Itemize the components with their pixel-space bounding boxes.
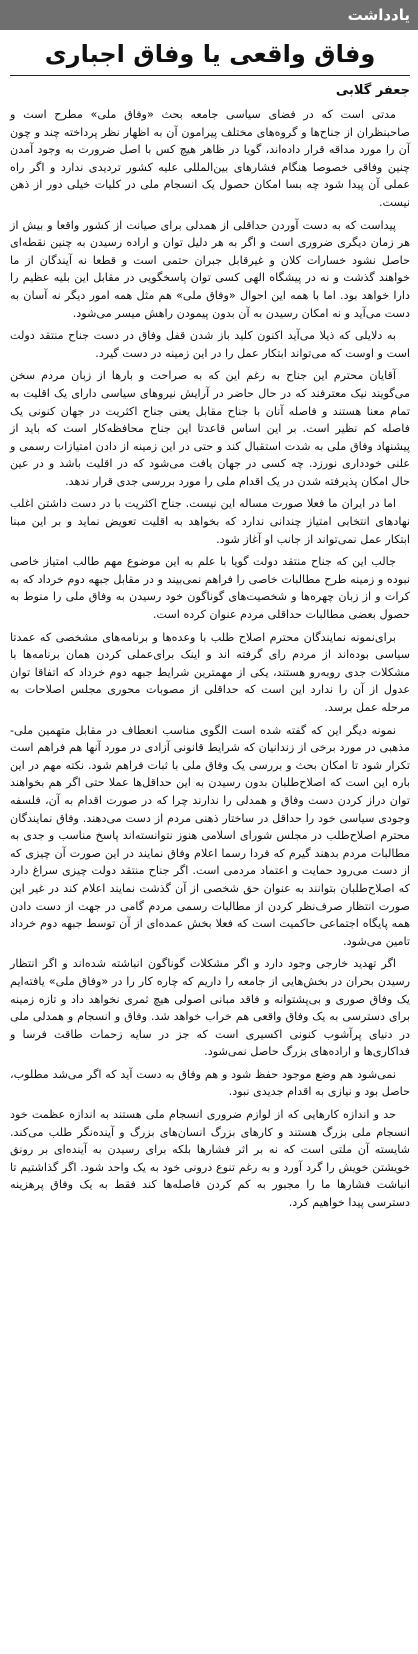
article-paragraph: آقایان محترم این جناح به رغم این که به صراحت و بارها از زبان مردم سخن می‌گویند نیک معترفند که در حال حاضر در آرایش نیروهای سیاسی دارای یک اقلیت به تمام معنا هستند و فاصله آنان با جناح مقابل یعنی جناح اکثریت در جهان کنونی یک فاصله کم نظیر است. بر این اساس قاعدتا این جناح محافظه‌کار است که باید از پیشنهاد وفاق ملی به شدت استقبال کند و حتی در این زمینه از دادن امتیازات رسمی و علنی خودداری نورزد. چه کسی در جهان یافت می‌شود که در اقلیت باشد و در عین حال امکان پذیرفته شدن در یک اقدام ملی را مورد بررسی جدی قرار ندهد. [10,369,410,488]
article-paragraph: به دلایلی که ذیلا می‌آید اکنون کلید باز شدن قفل وفاق در دست جناح منتقد دولت است و اوست که می‌تواند ابتکار عمل را در این زمینه در دست گیرد. [10,329,410,360]
article-title: وفاق واقعی یا وفاق اجباری [10,33,410,76]
article-paragraph: نمی‌شود هم وضع موجود حفظ شود و هم وفاق به دست آید که اگر می‌شد مطلوب، حاصل بود و نیازی به اقدام جدیدی نبود. [10,1067,410,1099]
section-header-bar [0,0,418,30]
article-paragraph: حد و اندازه کارهایی که از لوازم ضروری انسجام ملی هستند به اندازه عظمت خود انسجام ملی بزرگ هستند و کارهای بزرگ انسان‌های بزرگ و آینده‌نگر طلب می‌کند. شایسته آن ملتی است که نه بر اثر فشارها بلکه برای رسیدن به آینده‌ای بر رونق خویشتن خویش را گرد آورد و به رغم تنوع درونی خود به یک واحد شود. اگر گذاشتیم تا انباشت فشارها ما را مجبور به کم کردن فاصله‌ها کند فقط به یک وفاق پرهزینه دسترسی پیدا خواهیم کرد. [10,1108,410,1210]
article-paragraph: جالب این که جناح منتقد دولت گویا با علم به این موضوع مهم طالب امتیاز خاصی نبوده و زمینه طرح مطالبات خاصی را فراهم نمی‌بیند و در مقابل جبهه دوم خرداد که به کرات و از زبان چهره‌ها و شخصیت‌های گوناگون خود رسیدن به وفاق ملی را منوط به حصول بعضی مطالبات حداقلی مردم عنوان کرده است. [10,555,410,622]
article-body [10,106,410,1212]
article-paragraph: مدتی است که در فضای سیاسی جامعه بحث «وفاق ملی» مطرح است و صاحبنظران از جناح‌ها و گروه‌های مختلف پیرامون آن به اظهار نظر پرداخته چند و چون آن را مورد مداقه قرار داده‌اند، گویا در ظاهر هیچ کس با اصل ضرورت به وجود آمدن چنین وفاقی خصوصا هنگام فشارهای بین‌المللی علیه کشور تردیدی ندارد و اگر راه عملی آن پیدا شود چه بسا امکان حصول یک انسجام ملی در کلیات خیلی دور از ذهن نیست. [10,108,410,209]
article-paragraph: پیداست که به دست آوردن حداقلی از همدلی برای صیانت از کشور واقعا و بیش از هر زمان دیگری ضروری است و اگر به هر دلیل توان و اراده رسیدن به چنین نقطه‌ای حاصل نشود خسارات کلان و غیرقابل جبران حتمی است و قطعا نه آیندگان از ما خواهند گذشت و نه در پیشگاه الهی کسی توان پاسخگویی در مقابل این بلیه عظیم را دارا خواهد بود. اما با همه این احوال «وفاق ملی» هم مثل همه امور دیگر نه آسان به دست می‌آید و نه امکان رسیدن به آن بدون پیمودن راهش میسر می‌شود. [10,218,410,320]
article-paragraph: نمونه دیگر این که گفته شده است الگوی مناسب انعطاف در مقابل متهمین ملی-مذهبی در مورد برخی از زندانیان که شرایط قانونی آزادی در مورد آنها هم فراهم است تکرار شود تا امکان بحث و بررسی یک وفاق ملی با ثبات فراهم شود. نکته مهم در این باره این است که اصلاح‌طلبان بدون رسیدن به این حداقل‌ها عملا حتی اگر هم بخواهند توان دراز کردن دست وفاق و همدلی را ندارند چرا که در صورت اقدام به آن، فلسفه وجودی سیاسی خود را حداقل در ساختار ذهنی مردم از دست می‌دهند. وفاق نمایندگان محترم اصلاح‌طلب در مجلس شورای اسلامی هنوز نتوانسته‌اند پاسخ مناسب و جدی به مطالبات مردم بدهند گیرم که فردا رسما اعلام وفاق نمایند در این صورت آن چیزی که از دست می‌رود حمایت و اعتماد مردمی است. اگر جناح منتقد دولت چیزی سراغ دارد که اصلاح‌طلبان بتوانند به عنوان حق شخصی از آن گذشت نمایند اعلام کند در غیر این صورت انتظار صرف‌نظر کردن از مطالبات رسمی مردم گامی در جهت از دست دادن همه پایگاه اجتماعی حاکمیت است که فعلا بخش عمده‌ای از آن توسط جبهه دوم خرداد تامین می‌شود. [10,723,410,948]
article-paragraph: برای‌نمونه نمایندگان محترم اصلاح طلب با وعده‌ها و برنامه‌های مشخصی که عمدتا سیاسی بوده‌اند از مردم رای گرفته اند و اینک برای‌عملی کردن همان برنامه‌ها با مشکلات جدی روبه‌رو هستند، یکی از مهمترین شرایط جبهه دوم خرداد که اتفاقا توان عدول از آن را ندارد این است که حداقلی از مصوبات محوری مجلس اصلاحات به مرحله عمل برسد. [10,630,410,714]
article-author: جعفر گلابی [335,83,410,98]
article-paragraph: اگر تهدید خارجی وجود دارد و اگر مشکلات گوناگون انباشته شده‌اند و اگر انتظار رسیدن بحران در بخش‌هایی از جامعه را داریم که چاره کار را در «وفاق ملی» یافته‌ایم یک وفاق صوری و بی‌پشتوانه و فاقد مبانی اصولی هیچ ثمری نخواهد داد و تازه زمینه برای دسترسی به یک وفاق واقعی هم خراب خواهد شد. وفاق و انسجام و همدلی ملی در دنیای پرآشوب کنونی اکسیری است که جز در سایه زحمات طاقت فرسا و فداکاری‌ها و اراده‌های بزرگ حاصل نمی‌شود. [10,957,410,1059]
section-label: یادداشت [347,6,410,24]
article-paragraph: اما در ایران ما فعلا صورت مساله این نیست. جناح اکثریت با در دست داشتن اغلب نهادهای انتخابی امتیاز چندانی ندارد که بخواهد به اقلیت تعویض نماید و بر این مبنا ابتکار عمل نمی‌تواند از جانب او آغاز شود. [10,497,410,546]
